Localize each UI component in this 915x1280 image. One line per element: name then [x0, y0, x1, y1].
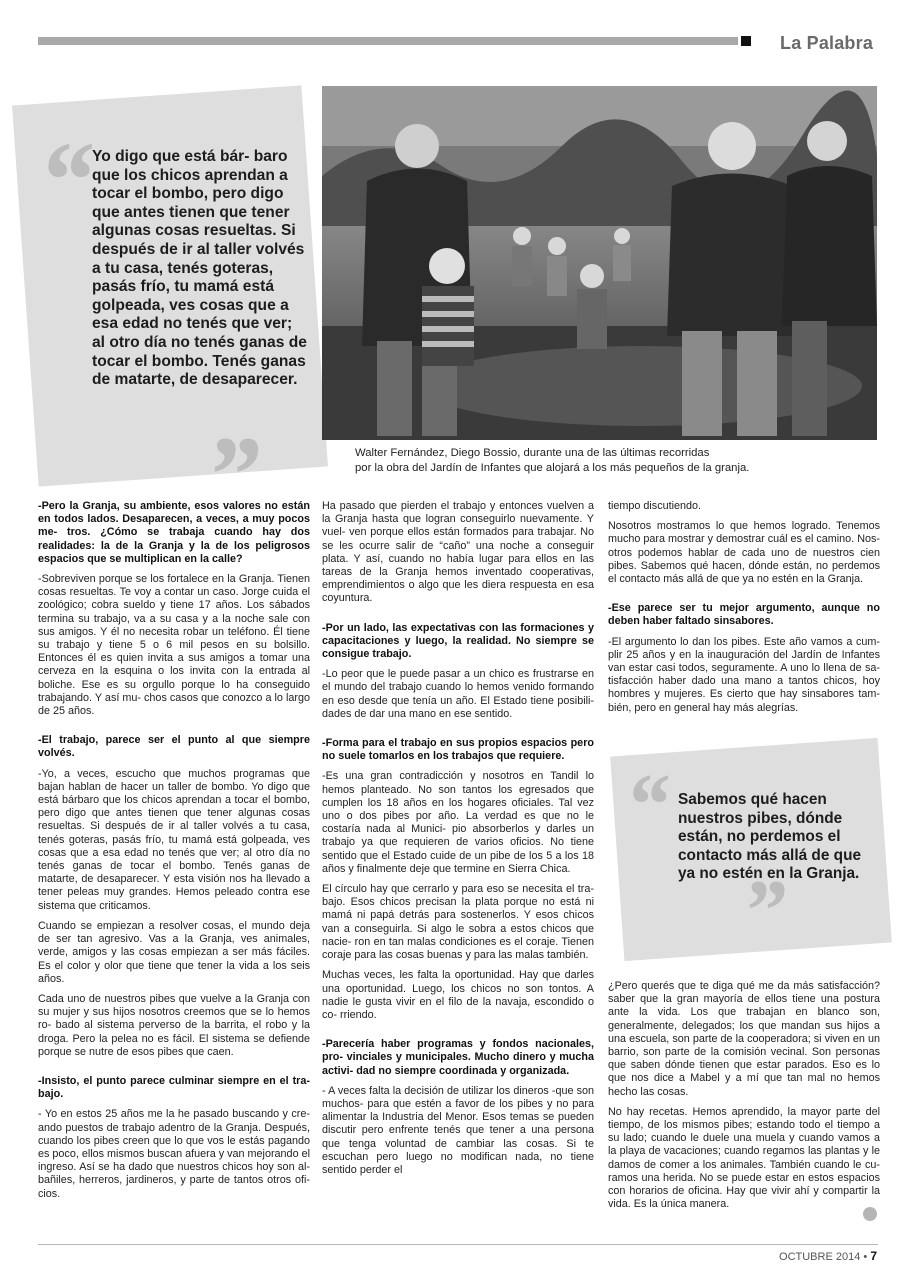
interview-question: -Pero la Granja, su ambiente, esos valores no están en todos lados. Desaparecen, a veces, a muy pocos me- tros. ¿Cómo se trabaja cuando hay dos realidades: la de la Granja y la de los peligrosos espacios que se multiplican en la calle?	[38, 500, 310, 565]
interview-answer: Nosotros mostramos lo que hemos logrado. Tenemos mucho para mostrar y demostrar cuál es el camino. Nos- otros podemos hablar de cada uno de nuestros cien pibes. Sabemos qué hacen, dónde están, no perdemos el contacto más allá de que ya no estén en la Granja.	[608, 520, 880, 586]
interview-question: -Insisto, el punto parece culminar siempre en el tra- bajo.	[38, 1074, 310, 1101]
column-1	[38, 500, 310, 1208]
interview-answer: -Es una gran contradicción y nosotros en Tandil lo hemos planteado. No son tantos los egresados que cumplen los 18 años en los hogares oficiales. Tal vez uno o dos pibes por año. La verdad es que no le costaría nada al Munici- pio absorberlos y darles un trabajo ya que requieren de varios oficios. No tiene sentido que el Estado cuide de un pibe de los 5 a los 18 años y finalmente deje que termine en Sierra Chica.	[322, 770, 594, 875]
interview-answer: - A veces falta la decisión de utilizar los dineros -que son muchos- para que estén a favor de los pibes y no para alimentar la Industria del Menor. Esos temas se pueden discutir pero enfrente tenés que tener a una persona que tenga voluntad de cambiar las cosas. Si te escuchan pero luego no modifican nada, no tiene sentido perder el	[322, 1084, 594, 1176]
page-number: 7	[870, 1249, 877, 1263]
interview-answer: No hay recetas. Hemos aprendido, la mayor parte del tiempo, de los mismos pibes; estando todo el tiempo a su lado; cuando le duele una muela y cuando vamos a la playa de vacaciones; cuando regamos las plantas y le damos de comer a los animales. También cuando le cu- ramos una herida. No se puede estar en estos espacios con horarios de oficina. Hay que vivir ahí y compartir la vida. Es la única manera.	[608, 1105, 880, 1211]
interview-question: -Forma para el trabajo en sus propios espacios pero no suele tomarlos en los trabajos que requiere.	[322, 737, 594, 763]
interview-question: -Por un lado, las expectativas con las formaciones y capacitaciones y luego, la realidad. No siempre se consigue trabajo.	[322, 621, 594, 661]
end-of-article-dot-icon	[863, 1207, 877, 1221]
header-square	[741, 36, 751, 46]
interview-answer: -Sobreviven porque se los fortalece en la Granja. Tienen cosas resueltas. Te voy a contar un caso. Jorge cuida el zoológico; cobra sueldo y tiene 17 años. Los sábados termina su trabajo, va a su casa y a la noche sale con sus amigos. Y él no necesita robar un teléfono. Él tiene su trabajo y tiene 5 o 6 mil pesos en su bolsillo. Entonces él es quien invita a sus amigos a tomar una cerveza en la esquina o los invita con la entrada al boliche. Ese es su orgullo porque lo ha conseguido trabajando. Y así mu- chos casos que conozco a lo largo de 25 años.	[38, 573, 310, 718]
interview-answer: El círculo hay que cerrarlo y para eso se necesita el tra- bajo. Esos chicos precisan la plata porque no está ni mamá ni papá detrás para sostenerlos. Y esos chicos van a conseguirla. Si algo le sobra a estos chicos que nacie- ron en tan malas condiciones es el coraje. Tienen coraje para las cosas buenas y para las malas también.	[322, 883, 594, 962]
interview-answer: Muchas veces, les falta la oportunidad. Hay que darles una oportunidad. Luego, los chicos no son tontos. A nadie le gusta vivir en el filo de la navaja, escondido o co- rriendo.	[322, 969, 594, 1021]
photo-caption-line-1: Walter Fernández, Diego Bossio, durante una de las últimas recorridas	[355, 447, 710, 459]
close-quote-icon: ”	[742, 863, 786, 960]
interview-answer: - Yo en estos 25 años me la he pasado buscando y cre- ando puestos de trabajo adentro de la Granja. Después, cuando los pibes creen que lo que vos le estás pagando es poco, ellos mismos buscan afuera y van mejorando el ingreso. Así se ha dado que nuestros chicos hoy son al- bañiles, herreros, jardineros, y parte de tantos otros ofi- cios.	[38, 1108, 310, 1200]
pull-quote-1: Yo digo que está bár- baro que los chicos aprendan a tocar el bombo, pero digo que antes tienen que tener algunas cosas resueltas. Si después de ir al taller volvés a tu casa, tenés goteras, pasás frío, tu mamá está golpeada, ves cosas que a esa edad no tenés que ver; al otro día no tenés ganas de tocar el bombo. Tenés ganas de matarte, de desaparecer.	[92, 148, 307, 389]
interview-answer: -Lo peor que le puede pasar a un chico es frustrarse en el mundo del trabajo cuando lo hemos venido formando en eso desde que tenía un año. El Estado tiene posibili- dades de dar una mano en ese sentido.	[322, 668, 594, 720]
open-quote-icon: “	[38, 119, 93, 241]
open-quote-icon: “	[625, 757, 669, 854]
column-3	[608, 500, 880, 722]
interview-answer: Ha pasado que pierden el trabajo y entonces vuelven a la Granja hasta que logran conseguirlo nuevamente. Y vuel- ven porque ellos están formados para trabajar. No se les ocurre salir de “caño” una noche a conseguir plata. Y así, cuando no había lugar para ellos en las tareas de la Granja hemos inventado cooperativas, emprendimientos o algo que les diera respuesta en esa coyuntura.	[322, 500, 594, 605]
interview-question: -Ese parece ser tu mejor argumento, aunque no deben haber faltado sinsabores.	[608, 602, 880, 628]
interview-question: -El trabajo, parece ser el punto al que siempre volvés.	[38, 734, 310, 760]
interview-answer: -El argumento lo dan los pibes. Este año vamos a cum- plir 25 años y en la inauguración del Jardín de Infantes van estar casi todos, seguramente. A uno lo llena de sa- tisfacción haber dado una mano a tantos chicos, hoy hombres y mujeres. Es cierto que hay sinsabores tam- bién, pero en general hay más alegrías.	[608, 635, 880, 714]
issue-date: OCTUBRE 2014	[779, 1251, 861, 1263]
interview-answer: Cuando se empiezan a resolver cosas, el mundo deja de ser tan agresivo. Vas a la Granja, ves animales, verde, amigos y las cosas empiezan a ser más fáciles. Es el color y olor que tiene que tener la vida a los seis años.	[38, 919, 310, 985]
column-2	[322, 500, 594, 1184]
footer-rule	[38, 1244, 878, 1245]
masthead: La Palabra	[780, 33, 874, 53]
interview-answer: tiempo discutiendo.	[608, 500, 702, 512]
interview-answer: Cada uno de nuestros pibes que vuelve a la Granja con su mujer y sus hijos nosotros creemos que se lo hemos ro- bado al sistema perverso de la barrita, el robo y la droga. Pero la pelea no es fácil. El sistema se defiende porque se nutre de esos pibes que caen.	[38, 992, 310, 1058]
interview-answer: -Yo, a veces, escucho que muchos programas que bajan hablan de hacer un taller de bombo. Yo digo que está bárbaro que los chicos aprendan a tocar el bombo, pero digo que antes tienen que tener algunas cosas resueltas. Si después de ir al taller volvés a tu casa, tenés goteras, pasás frío, tu mamá está golpeada, ves cosas que a esa edad no tenés que ver; al otro día no tenés ganas de tocar el bombo. Tenés ganas de matarte, de desaparecer. Y esta visión nos ha llevado a tener peleas muy grandes. Hemos peleado contra ese sistema que criticamos.	[38, 767, 310, 912]
pull-quote-2: Sabemos qué hacen nuestros pibes, dónde están, no perdemos el contacto más allá de que ya no estén en la Granja.	[678, 791, 862, 882]
header-rule	[38, 37, 738, 45]
column-3-continued	[608, 980, 880, 1218]
photo	[322, 86, 877, 440]
photo-caption	[355, 446, 825, 476]
photo-caption-line-2: por la obra del Jardín de Infantes que alojará a los más pequeños de la granja.	[355, 462, 750, 474]
interview-answer: ¿Pero querés que te diga qué me da más satisfacción? saber que la gran mayoría de ellos tiene una postura ante la vida. Los que trabajan en blanco son, generalmente, delegados; los que mandan sus hijos a una escuela, son parte de la cooperadora; si viven en un barrio, son parte de la comisión vecinal. Son personas que saben dónde tienen que estar parados. Eso es lo que nos dice a Mabel y a mí que tan mal no hemos hecho las cosas.	[608, 980, 880, 1098]
interview-question: -Parecería haber programas y fondos nacionales, pro- vinciales y municipales. Mucho dinero y mucha activi- dad no siempre coordinada y organizada.	[322, 1038, 594, 1077]
footer-separator: •	[863, 1251, 868, 1263]
photo-illustration	[322, 86, 877, 440]
close-quote-icon: ”	[205, 414, 260, 536]
footer	[779, 1249, 877, 1263]
